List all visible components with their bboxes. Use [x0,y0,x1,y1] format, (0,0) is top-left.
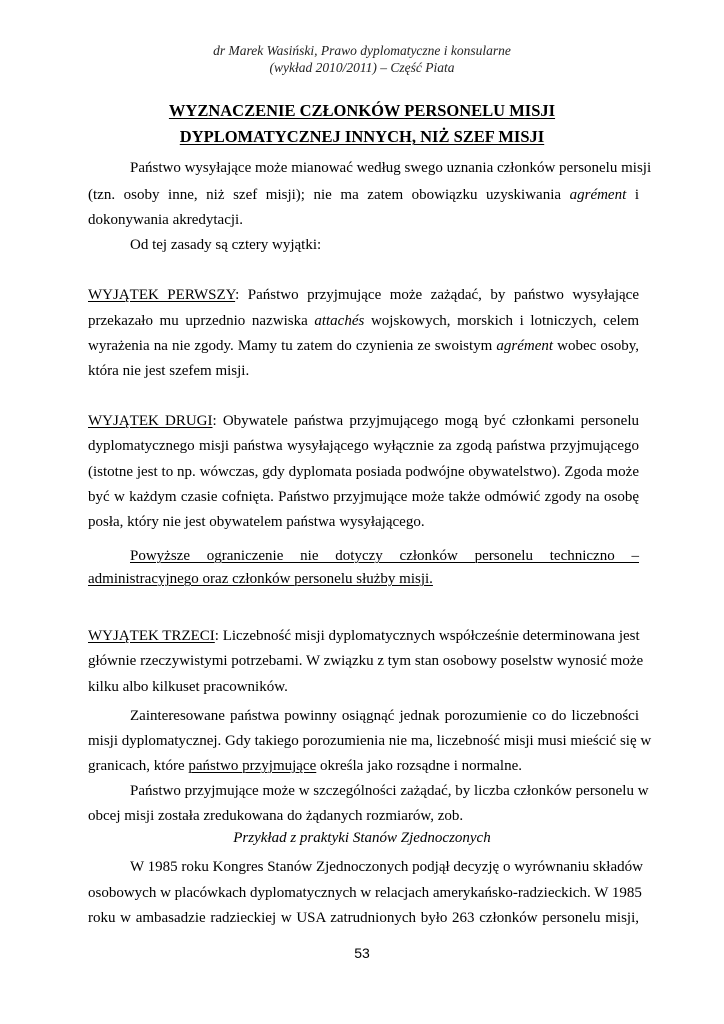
intro-line: Od tej zasady są cztery wyjątki: [130,237,322,253]
page-number: 53 [354,945,370,961]
example-line: W 1985 roku Kongres Stanów Zjednoczonych podjął decyzję o wyrównaniu składów [130,859,643,875]
exception2-note-line [88,569,639,589]
text-run: i [634,187,640,203]
exception1-label: WYJĄTEK PERWSZY [88,287,236,303]
exception1-line [88,311,639,331]
exception2-label: WYJĄTEK DRUGI [88,413,213,429]
text-run: przekazało mu uprzednio nazwiska [88,313,308,329]
intro-line: Państwo wysyłające może mianować według swego uznania członków personelu misji [130,160,652,176]
italic-term: agrément [496,338,554,354]
text-run: wyrażenia na nie zgody. Mamy tu zatem do czynienia ze swoistym [88,338,493,354]
intro-line: dokonywania akredytacji. [88,212,243,228]
example-heading: Przykład z praktyki Stanów Zjednoczonych [233,830,491,846]
exception2-line: dyplomatycznego misji państwa wysyłającego wyłącznie za zgodą państwa przyjmującego [88,438,639,454]
exception2-line [88,411,639,431]
running-header-course: (wykład 2010/2011) – Część Piata [269,60,455,75]
exception3-line: misji dyplomatycznej. Gdy takiego porozumienia nie ma, liczebność misji musi mieścić się w [88,733,652,749]
text-run: granicach, które [88,758,185,774]
section-title-line2: DYPLOMATYCZNEJ INNYCH, NIŻ SZEF MISJI [179,127,545,146]
exception3-line [88,626,639,646]
exception1-line [88,336,639,356]
text-run: : Obywatele państwa przyjmującego mogą być członkami personelu [212,413,639,429]
text-run: (tzn. osoby inne, niż szef misji); nie ma zatem obowiązku uzyskiwania [88,187,562,203]
example-line: osobowych w placówkach dyplomatycznych w relacjach amerykańsko-radzieckich. W 1985 [88,885,642,901]
underlined-term: państwo przyjmujące [188,758,317,774]
exception2-line: być w każdym czasie cofnięta. Państwo przyjmujące może także odmówić zgody na osobę [88,489,639,505]
text-run: : Liczebność misji dyplomatycznych współcześnie determinowana jest [214,628,640,644]
exception3-line: obcej misji została zredukowana do żądanych rozmiarów, zob. [88,808,464,824]
text-run: wobec osoby, [557,338,640,354]
exception2-line: posła, który nie jest obywatelem państwa wysyłającego. [88,514,425,530]
text-run: określa jako rozsądne i normalne. [320,758,523,774]
exception2-note-line: Powyższe ograniczenie nie dotyczy członków personelu techniczno – [130,548,639,564]
exception2-line: (istotne jest to np. wówczas, gdy dyplomata posiada podwójne obywatelstwo). Zgoda może [88,464,639,480]
exception1-line: która nie jest szefem misji. [88,363,250,379]
exception3-label: WYJĄTEK TRZECI [88,628,215,644]
running-header-author: dr Marek Wasiński, Prawo dyplomatyczne i konsularne [213,43,511,58]
section-title-line1: WYZNACZENIE CZŁONKÓW PERSONELU MISJI [168,101,556,120]
text-run: : Państwo przyjmujące może zażądać, by państwo wysyłające [235,287,639,303]
exception1-line [88,285,639,305]
italic-term: agrément [569,187,627,203]
underlined-note: administracyjnego oraz członków personelu służby misji. [88,571,433,587]
italic-term: attachés [314,313,365,329]
exception3-line [88,756,639,776]
text-run: wojskowych, morskich i lotniczych, celem [370,313,639,329]
example-line: roku w ambasadzie radzieckiej w USA zatrudnionych było 263 członków personelu misji, [88,910,639,926]
exception3-line: głównie rzeczywistymi potrzebami. W związku z tym stan osobowy poselstw wynosić może [88,653,644,669]
exception3-line: Zainteresowane państwa powinny osiągnąć jednak porozumienie co do liczebności [130,708,639,724]
intro-line [88,185,639,205]
exception3-line: kilku albo kilkuset pracowników. [88,679,288,695]
exception3-line: Państwo przyjmujące może w szczególności zażądać, by liczba członków personelu w [130,783,649,799]
